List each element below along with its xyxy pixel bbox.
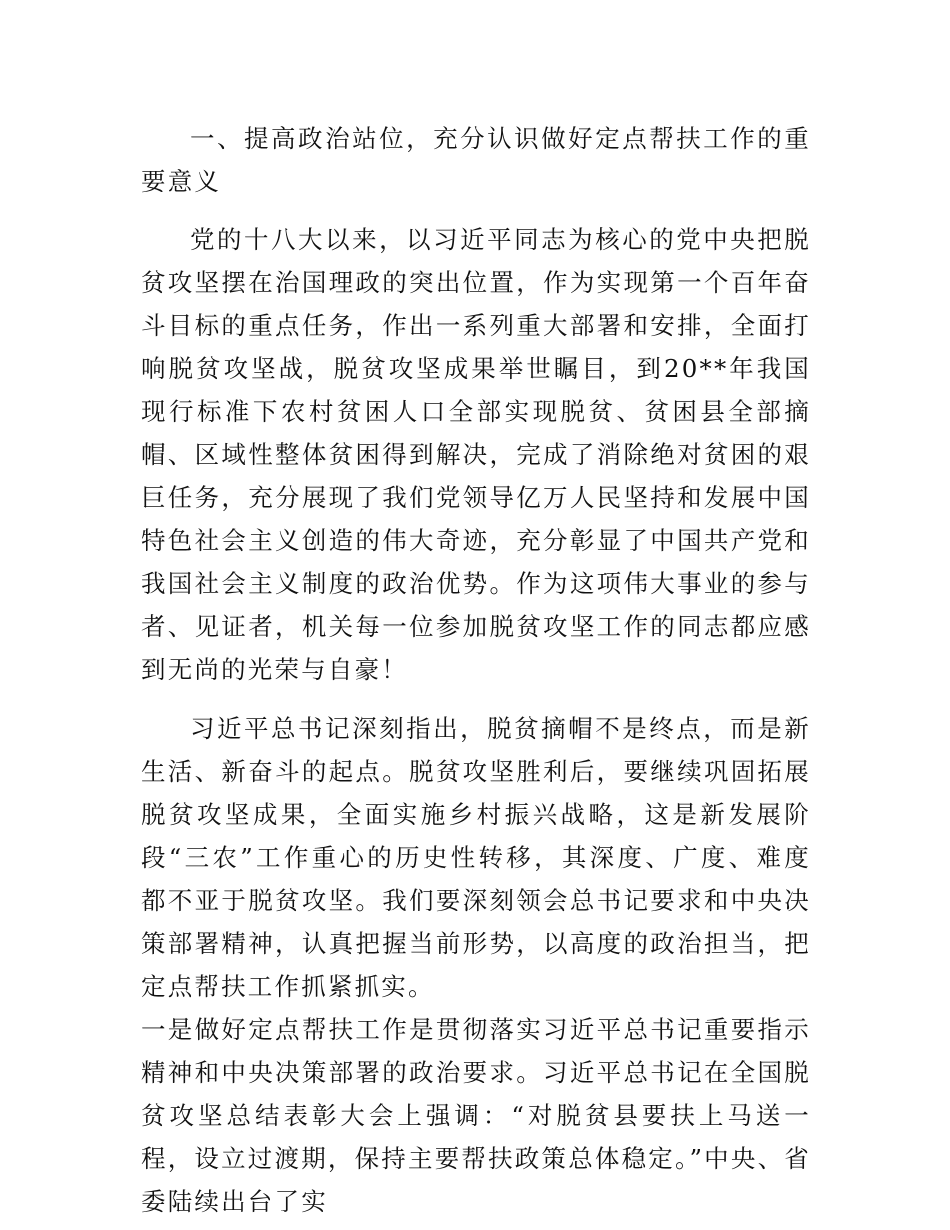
- paragraph-2: 习近平总书记深刻指出，脱贫摘帽不是终点，而是新生活、新奋斗的起点。脱贫攻坚胜利后，要继续巩固拓展脱贫攻坚成果，全面实施乡村振兴战略，这是新发展阶段“三农”工作重心的历史性转移，其深度、广度、难度都不亚于脱贫攻坚。我们要深刻领会总书记要求和中央决策部署精神，认真把握当前形势，以高度的政治担当，把定点帮扶工作抓紧抓实。: [141, 714, 811, 1001]
- section-heading: 一、提高政治站位，充分认识做好定点帮扶工作的重要意义: [141, 124, 811, 196]
- document-body: [141, 117, 811, 1223]
- paragraph-3: 一是做好定点帮扶工作是贯彻落实习近平总书记重要指示精神和中央决策部署的政治要求。习近平总书记在全国脱贫攻坚总结表彰大会上强调：“对脱贫县要扶上马送一程，设立过渡期，保持主要帮扶政策总体稳定。”中央、省委陆续出台了实: [141, 1015, 811, 1216]
- paragraph-1: 党的十八大以来，以习近平同志为核心的党中央把脱贫攻坚摆在治国理政的突出位置，作为实现第一个百年奋斗目标的重点任务，作出一系列重大部署和安排，全面打响脱贫攻坚战，脱贫攻坚成果举世瞩目，到20**年我国现行标准下农村贫困人口全部实现脱贫、贫困县全部摘帽、区域性整体贫困得到解决，完成了消除绝对贫困的艰巨任务，充分展现了我们党领导亿万人民坚持和发展中国特色社会主义创造的伟大奇迹，充分彰显了中国共产党和我国社会主义制度的政治优势。作为这项伟大事业的参与者、见证者，机关每一位参加脱贫攻坚工作的同志都应感到无尚的光荣与自豪！: [141, 225, 811, 684]
